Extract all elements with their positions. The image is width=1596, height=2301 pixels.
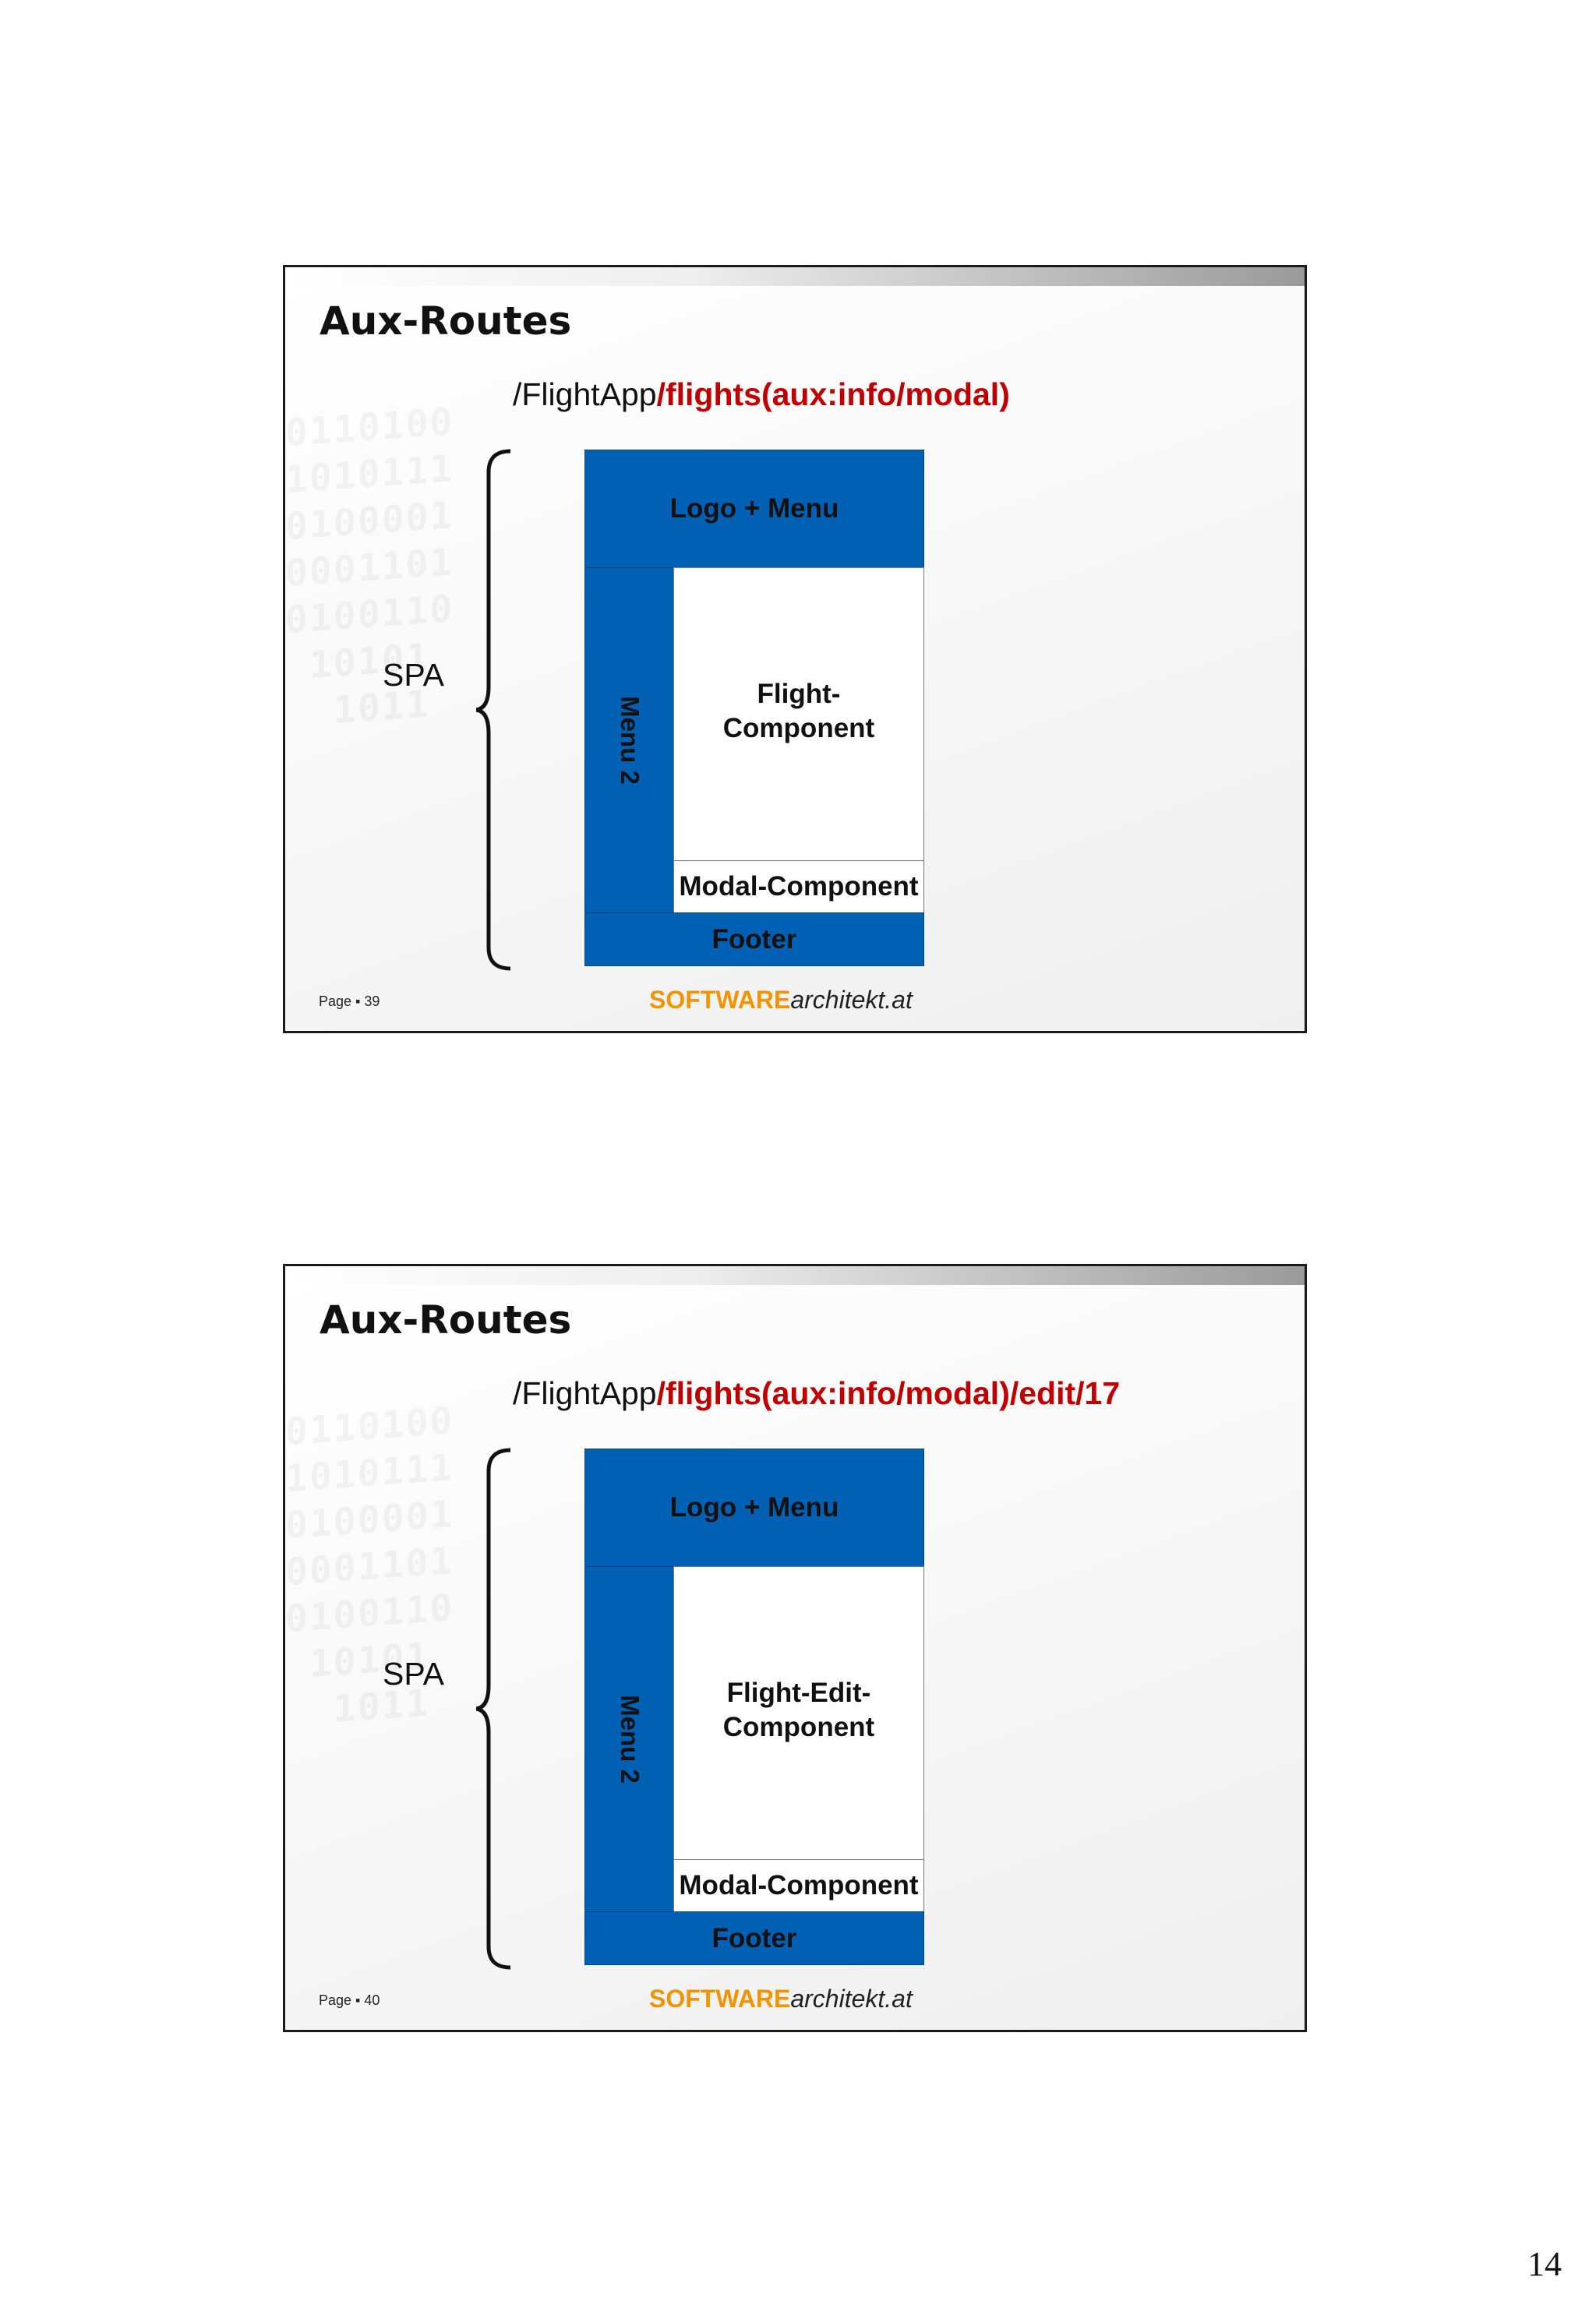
binary-background-decoration [285,1389,581,1768]
binary-background-decoration [285,390,581,769]
menu2-block [584,1566,674,1912]
slide-page-label: Page ▪ 40 [319,1992,380,2008]
slide-40 [283,1264,1307,2032]
slide-title: Aux-Routes [320,1297,572,1343]
modal-component-block: Modal-Component [673,860,924,913]
route-url-highlight: /flights(aux:info/modal)/edit/17 [656,1375,1121,1411]
brand-software: SOFTWARE [649,1985,791,2013]
component-label-line1: Flight- [757,679,841,709]
route-url [513,1375,1120,1412]
logo-menu-block: Logo + Menu [584,1449,924,1567]
curly-brace-icon [476,449,515,971]
brand-architekt: architekt.at [790,1985,913,2013]
flight-edit-component-block [673,1566,924,1860]
menu2-label: Menu 2 [615,1695,644,1784]
route-url-prefix: /FlightApp [513,1375,657,1411]
route-url [513,376,1010,413]
footer-block: Footer [584,1911,924,1965]
brand-software: SOFTWARE [649,986,791,1014]
curly-brace-icon [476,1448,515,1970]
slide-39 [283,265,1307,1033]
menu2-label: Menu 2 [615,696,644,785]
slide-top-bar [285,267,1305,286]
spa-label: SPA [383,657,444,693]
route-url-prefix: /FlightApp [513,376,657,412]
menu2-block [584,567,674,913]
spa-label: SPA [383,1656,444,1692]
component-label-line1: Flight-Edit- [726,1678,871,1708]
slide-top-bar [285,1266,1305,1285]
flight-component-block [673,567,924,861]
component-label-line2: Component [722,713,875,743]
footer-block: Footer [584,912,924,966]
logo-menu-block: Logo + Menu [584,450,924,568]
document-page-number: 14 [1527,2245,1562,2283]
slide-title: Aux-Routes [320,298,572,344]
brand-architekt: architekt.at [790,986,913,1014]
modal-component-block: Modal-Component [673,1859,924,1912]
component-label-line2: Component [722,1712,875,1742]
brand-logo [649,1985,913,2013]
route-url-highlight: /flights(aux:info/modal) [656,376,1010,412]
slide-page-label: Page ▪ 39 [319,993,380,1009]
brand-logo [649,986,913,1015]
